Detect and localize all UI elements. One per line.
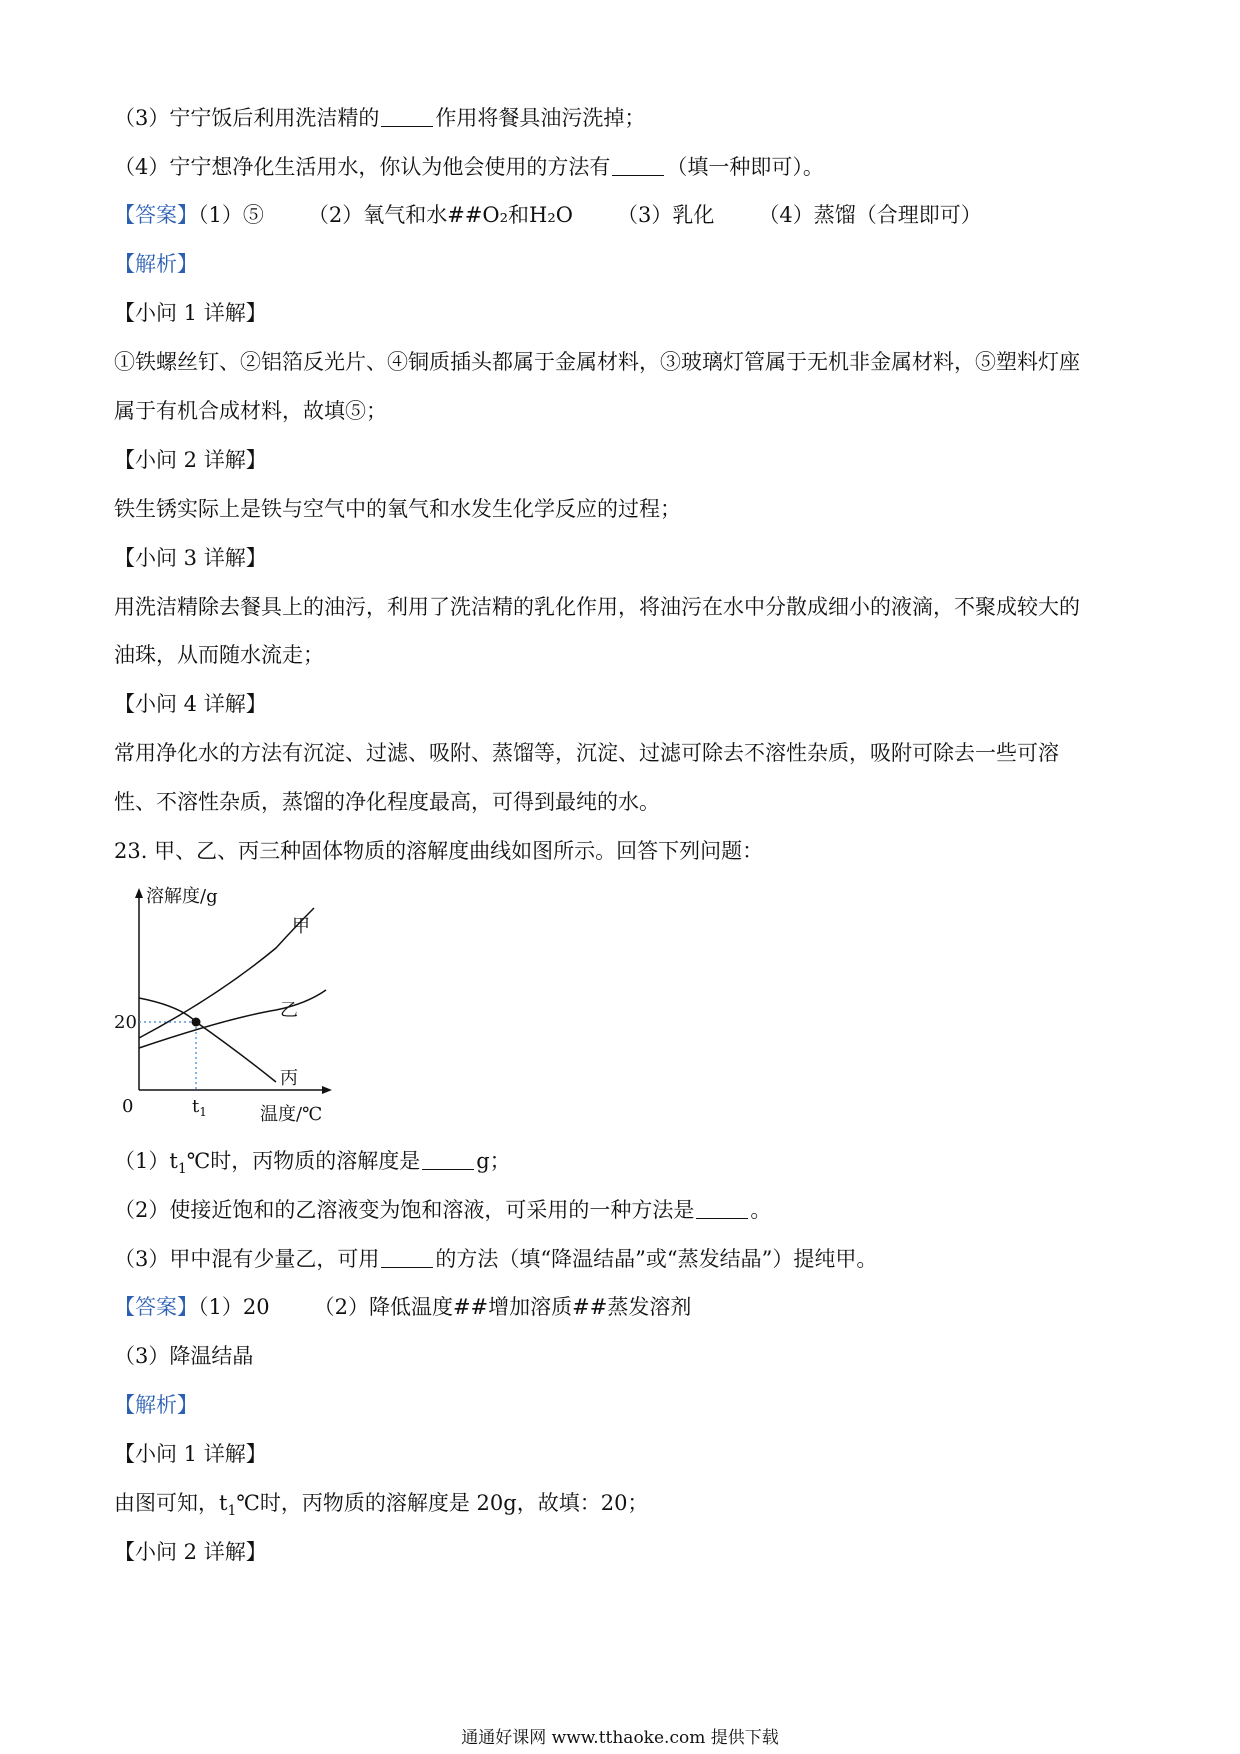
x-axis-arrow (322, 1086, 332, 1094)
q23-sub3: （3）甲中混有少量乙，可用 的方法（填“降温结晶”或“蒸发结晶”）提纯甲。 (114, 1247, 878, 1271)
answer-tag: 【答案】 (114, 203, 198, 227)
q22-detail1-line2: 属于有机合成材料，故填⑤； (114, 399, 387, 423)
answer-blank (422, 1149, 474, 1170)
curve-label-jia: 甲 (292, 916, 310, 937)
y-tick-label: 20 (114, 1012, 137, 1033)
q23-detail1-title: 【小问 1 详解】 (114, 1442, 267, 1466)
q22-detail4-line1: 常用净化水的方法有沉淀、过滤、吸附、蒸馏等，沉淀、过滤可除去不溶性杂质，吸附可除去一些可溶 (114, 741, 1059, 765)
q23-sub1: $(1)t_1℃$时，丙物质的溶解度是 g； (114, 1149, 511, 1178)
y-axis-arrow (135, 888, 143, 898)
q23-analysis-tag: 【解析】 (114, 1393, 198, 1417)
q22-detail3-line1: 用洗洁精除去餐具上的油污，利用了洗洁精的乳化作用，将油污在水中分散成细小的液滴，不聚成较大的 (114, 595, 1080, 619)
q23-detail1-line1: 由图可知，$t_1℃$时，丙物质的溶解度是 20g，故填：20； (114, 1491, 649, 1520)
answer-blank (612, 155, 664, 176)
q22-analysis-tag: 【解析】 (114, 252, 198, 276)
origin-label: 0 (122, 1096, 134, 1117)
x-tick-label: $t_1$ (192, 1096, 207, 1119)
y-axis-label: 溶解度/g (146, 886, 218, 907)
q22-detail4-title: 【小问 4 详解】 (114, 692, 267, 716)
answer-blank (381, 106, 433, 127)
x-axis-label: 温度/℃ (260, 1104, 323, 1125)
answer-blank (696, 1198, 748, 1219)
intersection-point (192, 1018, 201, 1027)
curve-label-yi: 乙 (280, 1000, 298, 1021)
curve-label-bing: 丙 (280, 1068, 298, 1089)
q23-stem: 23. 甲、乙、丙三种固体物质的溶解度曲线如图所示。回答下列问题： (114, 839, 764, 863)
curve-bing (139, 998, 276, 1082)
q23-sub2: （2）使接近饱和的乙溶液变为饱和溶液，可采用的一种方法是 。 (114, 1198, 772, 1222)
q22-detail1-title: 【小问 1 详解】 (114, 301, 267, 325)
q22-detail2-line1: 铁生锈实际上是铁与空气中的氧气和水发生化学反应的过程； (114, 497, 681, 521)
q22-detail1-line1: ①铁螺丝钉、②铝箔反光片、④铜质插头都属于金属材料，③玻璃灯管属于无机非金属材料，⑤塑料灯座 (114, 350, 1080, 374)
q22-detail3-title: 【小问 3 详解】 (114, 546, 267, 570)
solubility-curve-figure (108, 880, 368, 1130)
q23-detail2-title: 【小问 2 详解】 (114, 1540, 267, 1564)
page-footer: 通通好课网 www.tthaoke.com 提供下载 (461, 1728, 779, 1748)
q23-answer3: （3）降温结晶 (114, 1344, 254, 1368)
q22-sub4: （4）宁宁想净化生活用水，你认为他会使用的方法有 （填一种即可）。 (114, 155, 824, 179)
q23-answer: 【答案】（1）20 （2）降低温度##增加溶质##蒸发溶剂 (114, 1295, 692, 1319)
q22-answer: 【答案】（1）⑤ （2）氧气和水##O₂和H₂O （3）乳化 （4）蒸馏（合理即可） (114, 203, 982, 227)
q22-detail2-title: 【小问 2 详解】 (114, 448, 267, 472)
q22-detail4-line2: 性、不溶性杂质，蒸馏的净化程度最高，可得到最纯的水。 (114, 790, 660, 814)
q22-detail3-line2: 油珠，从而随水流走； (114, 643, 324, 667)
answer-tag: 【答案】 (114, 1295, 198, 1319)
answer-blank (381, 1247, 433, 1268)
q22-sub3: （3）宁宁饭后利用洗洁精的 作用将餐具油污洗掉； (114, 106, 646, 130)
